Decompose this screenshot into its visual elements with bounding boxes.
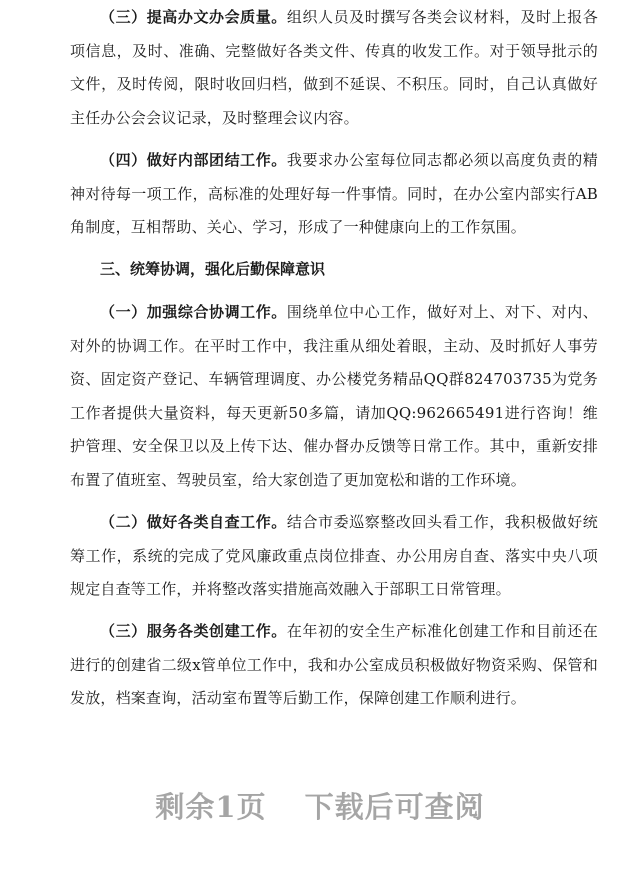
paragraph-body: 我要求办公室每位同志都必须以高度负责的精神对待每一项工作，高标准的处理好每一件事情。同时，在办公室内部实行AB角制度，互相帮助、关心、学习，形成了一种健康向上的工作氛围。 [70,151,598,236]
paragraph-internal-unity [70,144,598,245]
paragraph-body: 围绕单位中心工作，做好对上、对下、对内、对外的协调工作。在平时工作中，我注重从细处着眼，主动、及时抓好人事劳资、固定资产登记、车辆管理调度、办公楼党务精品QQ群824703735为党务工作者提供大量资料，每天更新50多篇，请加QQ:962665491进行咨询！维护管理、安全保卫以及上传下达、催办督办反馈等日常工作。其中，重新安排布置了值班室、驾驶员室，给大家创造了更加宽松和谐的工作环境。 [70,303,598,489]
paragraph-lead: （四）做好内部团结工作。 [100,151,287,169]
paragraph-creation-service [70,615,598,716]
download-hint-text: 下载后可查阅 [304,790,485,824]
paragraph-lead: （一）加强综合协调工作。 [100,303,287,321]
paragraph-body: 结合市委巡察整改回头看工作，我积极做好统筹工作，系统的完成了党风廉政重点岗位排查、办公用房自查、落实中央八项规定自查等工作，并将整改落实措施高效融入于部职工日常管理。 [70,513,598,598]
paragraph-lead: （三）提高办文办会质量。 [100,8,287,26]
paragraph-lead: （三）服务各类创建工作。 [100,622,287,640]
paragraph-lead: （二）做好各类自查工作。 [100,513,287,531]
paragraph-office-documents [70,1,598,135]
remaining-pages-text: 剩余1页 [155,790,267,824]
download-banner[interactable] [0,785,640,826]
paragraph-coordination [70,296,598,497]
paragraph-self-inspection [70,506,598,607]
section-heading: 三、统筹协调，强化后勤保障意识 [100,260,326,278]
paragraph-body: 组织人员及时撰写各类会议材料，及时上报各项信息，及时、准确、完整做好各类文件、传真的收发工作。对于领导批示的文件，及时传阅，限时收回归档，做到不延误、不积压。同时，自己认真做好主任办公会会议记录，及时整理会议内容。 [70,8,598,127]
paragraph-body: 在年初的安全生产标准化创建工作和目前还在进行的创建省二级x管单位工作中，我和办公室成员积极做好物资采购、保管和发放，档案查询，活动室布置等后勤工作，保障创建工作顺利进行。 [70,622,598,707]
